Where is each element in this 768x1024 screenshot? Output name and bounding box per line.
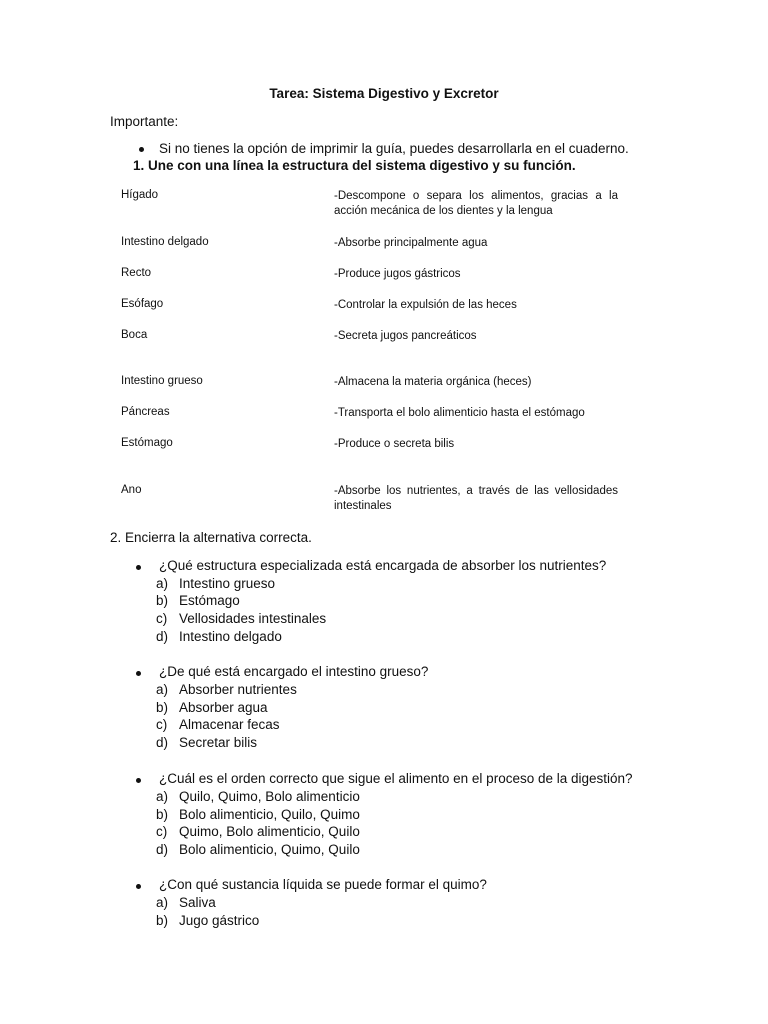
function-label: -Absorbe principalmente agua [334, 237, 488, 249]
question-text: ¿Con qué sustancia líquida se puede formar el quimo? [159, 877, 487, 892]
answer-option: d) Bolo alimenticio, Quimo, Quilo [156, 842, 360, 857]
structure-label: Intestino delgado [121, 236, 209, 248]
answer-option: b) Estómago [156, 593, 240, 608]
answer-option: c) Vellosidades intestinales [156, 611, 327, 626]
answer-option: a) Absorber nutrientes [156, 682, 297, 697]
answer-option: d) Secretar bilis [156, 735, 258, 750]
function-label: -Secreta jugos pancreáticos [334, 330, 477, 342]
bullet-icon [136, 884, 141, 889]
document-title: Tarea: Sistema Digestivo y Excretor [269, 86, 499, 101]
function-label: -Almacena la materia orgánica (heces) [334, 376, 532, 388]
answer-option: b) Absorber agua [156, 700, 268, 715]
function-label: -Controlar la expulsión de las heces [334, 299, 517, 311]
structure-label: Ano [121, 484, 142, 496]
function-label: -Produce jugos gástricos [334, 268, 461, 280]
bullet-icon [139, 147, 144, 152]
function-label: -Absorbe los nutrientes, a través de las vellosidades intestinales [334, 485, 618, 512]
question-text: ¿Cuál es el orden correcto que sigue el alimento en el proceso de la digestión? [159, 771, 633, 786]
structure-label: Intestino grueso [121, 375, 203, 387]
structure-label: Recto [121, 267, 152, 279]
answer-option: b) Bolo alimenticio, Quilo, Quimo [156, 807, 360, 822]
answer-option: d) Intestino delgado [156, 629, 282, 644]
answer-option: a) Intestino grueso [156, 576, 276, 591]
function-label: -Descompone o separa los alimentos, gracias a la acción mecánica de los dientes y la lengua [334, 190, 618, 217]
structure-label: Hígado [121, 189, 159, 201]
structure-label: Boca [121, 329, 148, 341]
bullet-icon [136, 565, 141, 570]
bullet-icon [136, 671, 141, 676]
answer-option: c) Almacenar fecas [156, 717, 280, 732]
structure-label: Estómago [121, 437, 173, 449]
answer-option: c) Quimo, Bolo alimenticio, Quilo [156, 824, 360, 839]
section-2-heading: 2. Encierra la alternativa correcta. [110, 530, 312, 545]
note-text: Si no tienes la opción de imprimir la guía, puedes desarrollarla en el cuaderno. [159, 141, 629, 156]
answer-option: b) Jugo gástrico [156, 913, 260, 928]
bullet-icon [136, 778, 141, 783]
answer-option: a) Saliva [156, 895, 216, 910]
structure-label: Esófago [121, 298, 164, 310]
question-text: ¿De qué está encargado el intestino grueso? [159, 664, 429, 679]
important-label: Importante: [110, 114, 179, 129]
function-label: -Produce o secreta bilis [334, 438, 455, 450]
question-text: ¿Qué estructura especializada está encargada de absorber los nutrientes? [159, 558, 607, 573]
structure-label: Páncreas [121, 406, 170, 418]
answer-option: a) Quilo, Quimo, Bolo alimenticio [156, 789, 360, 804]
instruction-1: 1. Une con una línea la estructura del sistema digestivo y su función. [133, 158, 576, 173]
function-label: -Transporta el bolo alimenticio hasta el estómago [334, 407, 585, 419]
